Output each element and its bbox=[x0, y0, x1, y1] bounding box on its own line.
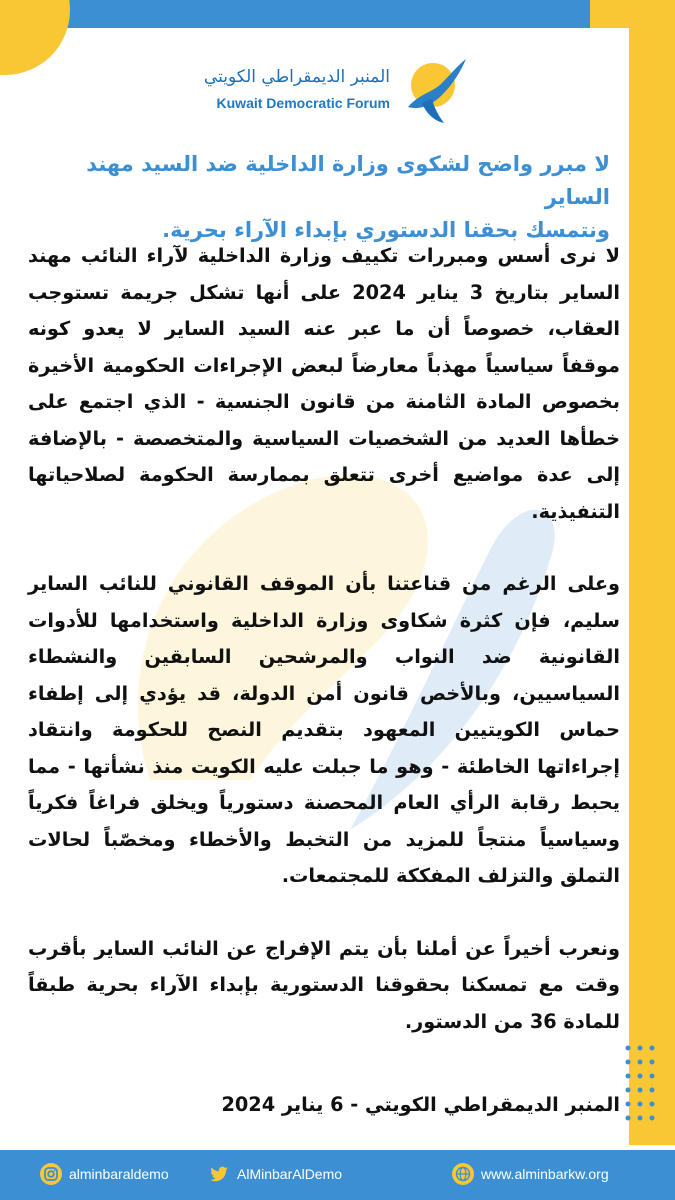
statement-body bbox=[28, 238, 620, 1040]
globe-icon bbox=[452, 1163, 474, 1185]
bird-logo-icon bbox=[400, 55, 470, 125]
website-url: www.alminbarkw.org bbox=[481, 1166, 609, 1182]
headline-line-1: لا مبرر واضح لشكوى وزارة الداخلية ضد السيد مهند الساير bbox=[86, 152, 610, 209]
logo bbox=[200, 55, 470, 130]
dot-pattern bbox=[618, 1040, 675, 1140]
headline-line-2: ونتمسك بحقنا الدستوري بإبداء الآراء بحرية. bbox=[162, 218, 610, 242]
signature: المنبر الديمقراطي الكويتي - 6 يناير 2024 bbox=[221, 1093, 620, 1116]
logo-arabic-text: المنبر الديمقراطي الكويتي bbox=[203, 67, 390, 87]
instagram-handle: alminbaraldemo bbox=[69, 1166, 169, 1182]
headline bbox=[40, 148, 610, 247]
twitter-link[interactable] bbox=[208, 1163, 342, 1185]
instagram-link[interactable] bbox=[40, 1163, 169, 1185]
instagram-icon bbox=[40, 1163, 62, 1185]
logo-english-text: Kuwait Democratic Forum bbox=[216, 95, 390, 111]
footer bbox=[0, 1150, 675, 1200]
paragraph-2: وعلى الرغم من قناعتنا بأن الموقف القانوني للنائب الساير سليم، فإن كثرة شكاوى وزارة الداخلية واستخدامها للأدوات القانونية ضد النواب والمرشحين السابقين والنشطاء السياسيين، وبالأخص قانون أمن الدولة، قد يؤدي إلى إطفاء حماس الكويتيين المعهود بتقديم النصح للحكومة وانتقاد إجراءاتها الخاطئة - وهو ما جبلت عليه الكويت منذ نشأتها - مما يحبط رقابة الرأي العام المحصنة دستورياً ويخلق فراغاً فكرياً وسياسياً منتجاً للمزيد من التخبط والأخطاء ومخصّباً لحالات التملق والتزلف المفككة للمجتمعات. bbox=[28, 572, 620, 887]
paragraph-3: ونعرب أخيراً عن أملنا بأن يتم الإفراج عن النائب الساير بأقرب وقت مع تمسكنا بحقوقنا الدستورية بإبداء الآراء بحرية طبقاً للمادة 36 من الدستور. bbox=[28, 936, 620, 1033]
twitter-icon bbox=[208, 1163, 230, 1185]
paragraph-1: لا نرى أسس ومبررات تكييف وزارة الداخلية لآراء النائب مهند الساير بتاريخ 3 يناير 2024 على أنها تشكل جريمة تستوجب العقاب، خصوصاً أن ما عبر عنه السيد الساير لا يعدو كونه موقفاً سياسياً مهذباً معارضاً لبعض الإجراءات الحكومية الأخيرة بخصوص المادة الثامنة من قانون الجنسية - الذي اجتمع على خطأها العديد من الشخصيات السياسية والمتخصصة - بالإضافة إلى عدة مواضيع أخرى تتعلق بممارسة الحكومة لصلاحياتها التنفيذية. bbox=[28, 244, 620, 523]
right-stripe bbox=[629, 0, 675, 1145]
website-link[interactable] bbox=[452, 1163, 609, 1185]
twitter-handle: AlMinbarAlDemo bbox=[237, 1166, 343, 1182]
corner-circle bbox=[0, 0, 70, 75]
top-bar bbox=[0, 0, 675, 28]
